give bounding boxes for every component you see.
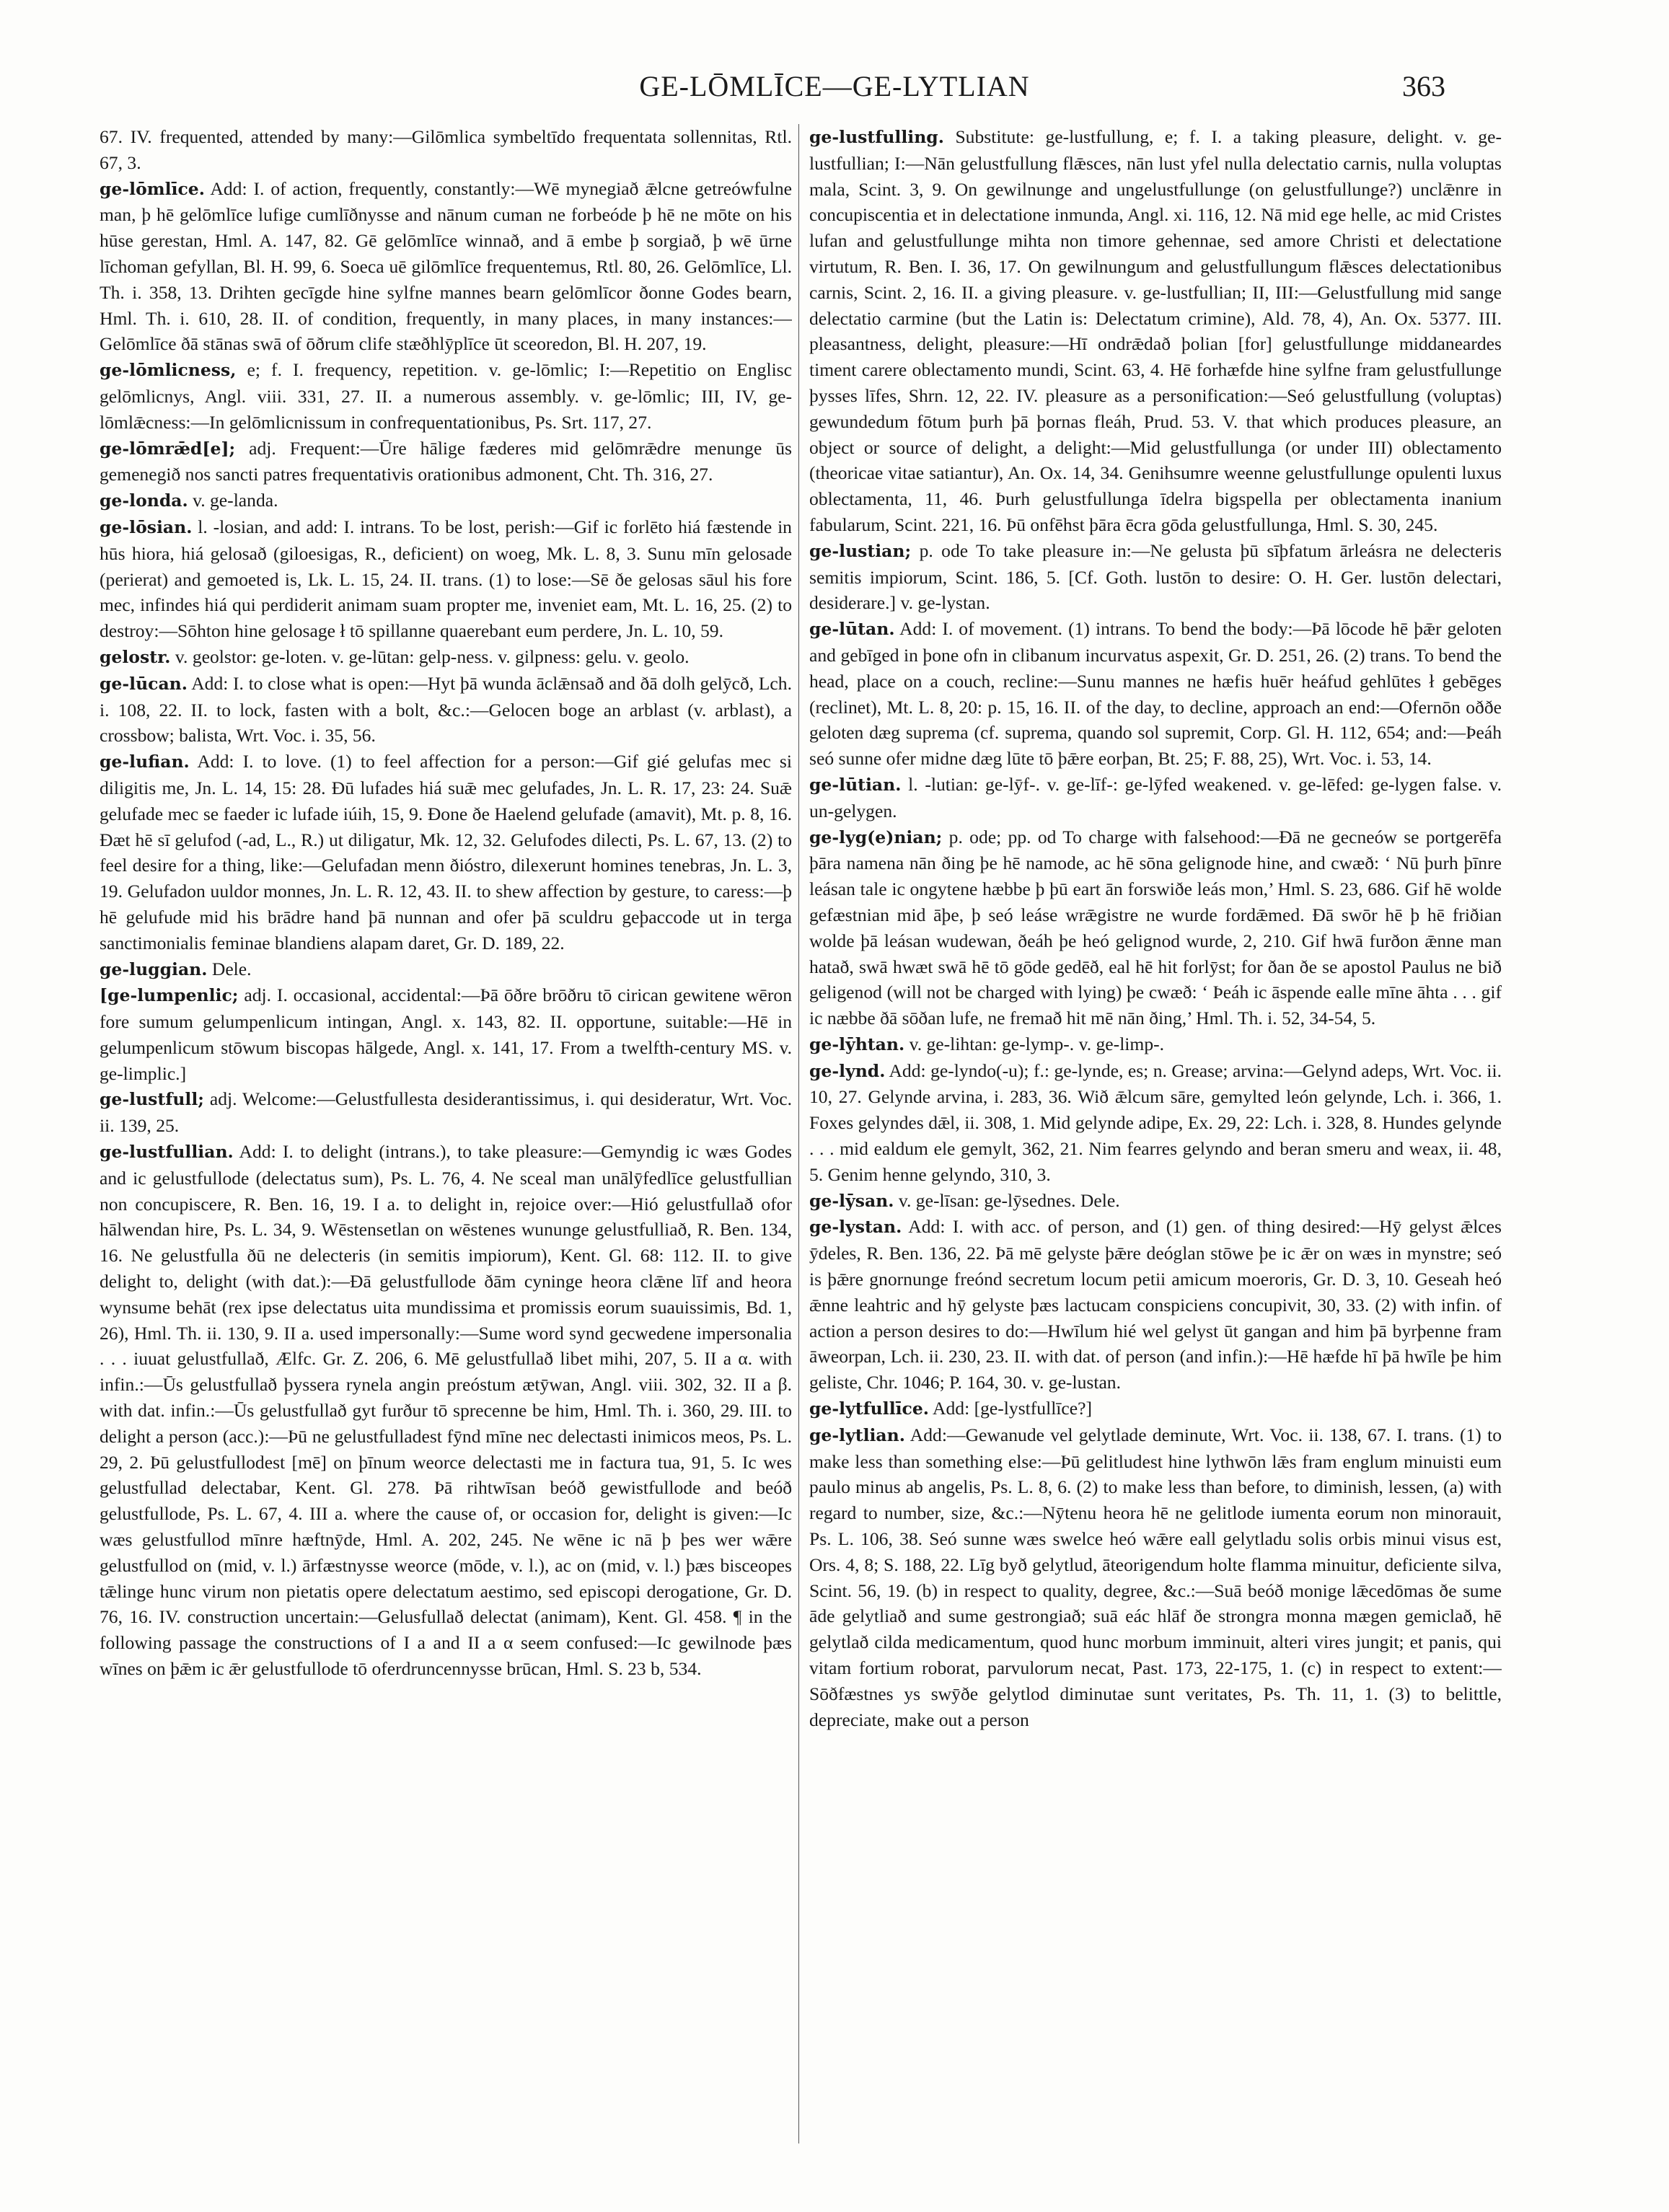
entry-definition: l. -losian, and add: I. intrans. To be lost, perish:—Gif ic forlēto hiá fæstende in hūs hiora, hiá gelosað (giloesigas, R., deficient) on woeg, Mk. L. 8, 3. Sunu mīn gelosade (perierat) and gemoeted is, Lk. L. 15, 24. II. trans. (1) to lose:—Sē ðe gelosas sāul his fore mec, infindes hiá qui perdiderit animam suam propter me, inveniet eam, Mt. L. 16, 25. (2) to destroy:—Sōhton hine gelosage ł tō spillanne quaerebant eum perdere, Jn. L. 10, 59. — [100, 516, 792, 642]
dictionary-entry — [809, 772, 1502, 824]
entry-definition: Add: ge-lyndo(-u); f.: ge-lynde, es; n. Grease; arvina:—Gelynd adeps, Wrt. Voc. ii. 10, 27. Gelynde arvina, i. 283, 36. Wið ǣlcum sāre, gemylted león gelynde, Lch. i. 366, 1. Foxes gelyndes dǣl, ii. 308, 1. Mid gelynde adipe, Ex. 29, 22: Lch. i. 328, 8. Hundes gelynde . . . mid ealdum ele gemylt, 362, 21. Nim fearres gelyndo and beran smeru and weax, ii. 48, 5. Genim henne gelyndo, 310, 3. — [809, 1059, 1502, 1185]
entry-definition: l. -lutian: ge-lȳf-. v. ge-līf-: ge-lȳfed weakened. v. ge-lēfed: ge-lygen false. v. un-gelygen. — [809, 773, 1502, 821]
entry-headword: ge-londa. — [100, 490, 188, 511]
entry-definition: p. ode To take pleasure in:—Ne gelusta þū sīþfatum ārleásra ne delecteris semitis impiorum, Scint. 186, 5. [Cf. Goth. lustōn to desire: O. H. Ger. lustōn delectari, desiderare.] v. ge-lystan. — [809, 539, 1502, 614]
entry-definition: 67. IV. frequented, attended by many:—Gilōmlica symbeltīdo frequentata sollennitas, Rtl. 67, 3. — [100, 126, 792, 173]
entry-definition: p. ode; pp. od To charge with falsehood:—Ðā ne gecneów se portgerēfa þāra namena nān ðing þe hē namode, ac hē sōna gelignode hine, and cwæð: ‘ Nū þurh þīnre leásan tale ic ongytene hæbbe þ þū eart ān forswiðe leás mon,’ Hml. S. 23, 686. Gif hē wolde gefæstnian mid āþe, þ seó leáse wrǣgistre ne wurde fordǣmed. Ðā swōr hē þ hē friðian wolde þā leásan wudewan, ðeáh þe heó gelignod wurde, 2, 210. Gif hwā furðon ǣnne man hatað, swā hwæt swā hē tō gōde gedēð, eal hē hit forlȳst; for ðan ðe se apostol Paulus ne bið geligenod (will not be charged with lying) þe cwæð: ‘ Þeáh ic āspende ealle mīne āhta . . . gif ic næbbe ðā sōðan lufe, ne fremað hit mē nān ðing,’ Hml. Th. i. 52, 34-54, 5. — [809, 826, 1502, 1029]
entry-definition: Add: I. to delight (intrans.), to take pleasure:—Gemyndig ic wæs Godes and ic gelustfullode (delectatus sum), Ps. L. 76, 4. Ne sceal man unālȳfedlīce gelustfullian non concupiscere, R. Ben. 16, 19. I a. to delight in, rejoice over:—Hió gelustfullað ofor hālwendan hire, Ps. L. 34, 9. Wēstensetlan on wēstenes wununge gelustfulliað, R. Ben. 134, 16. Ne gelustfulla ðū ne delecteris (in semitis impiorum), Kent. Gl. 68: 112. II. to give delight to, delight (with dat.):—Ðā gelustfullode ðām cyninge heora clǣne līf and heora wynsume behāt (rex ipse delectatus uita mundissima et promissis eorum suauissimis, Bd. 1, 26), Hml. Th. ii. 130, 9. II a. used impersonally:—Sume word synd gecwedene impersonalia . . . iuuat gelustfullað, Ælfc. Gr. Z. 206, 6. Mē gelustfullað libet mihi, 207, 5. II a α. with infin.:—Ūs gelustfullað þyssera rynela angin preóstum ætȳwan, Angl. viii. 302, 32. II a β. with dat. infin.:—Ūs gelustfullað gyt furður tō sprecenne be him, Hml. Th. i. 360, 29. III. to delight a person (acc.):—Þū ne gelustfulladest fȳnd mīne nec delectasti inimicos meos, Ps. L. 29, 2. Þū gelustfullodest [mē] on þīnum weorce delectasti me in factura tua, 91, 5. Ic wes gelustfullad delectabar, Kent. Gl. 278. Þā rihtwīsan beóð gewistfullode and beóð gelustfullode, Ps. L. 67, 4. III a. where the cause of, or occasion for, delight is given:—Ic wæs gelustfullod mīnre hæftnȳde, Hml. A. 202, 245. Ne wēne ic nā þ þes wer wǣre gelustfullod on (mid, v. l.) ārfæstnysse weorce (mōde, v. l.), ac on (mid, v. l.) þæs bisceopes tǣlinge hunc virum non pietatis opere delectatum aestimo, sed episcopi derogatione, Gr. D. 76, 16. IV. construction uncertain:—Gelusfullað delectat (animam), Kent. Gl. 458. ¶ in the following passage the constructions of I a and II a α seem confused:—Ic gewilnode þæs wīnes on þǣm ic ǣr gelustfullode tō oferdruncennysse brūcan, Hml. S. 23 b, 534. — [100, 1141, 792, 1680]
entry-definition: Add: I. to love. (1) to feel affection for a person:—Gif gié gelufas mec si diligitis me, Jn. L. 14, 15: 28. Ðū lufades hiá suǣ mec gelufades, Jn. L. R. 17, 23: 24. Suǣ gelufade mec se faeder ic lufade iúih, 15, 9. Ðone ðe Haelend gelufade (amavit), Mt. p. 8, 16. Ðæt hē sī gelufod (-ad, L., R.) ut diligatur, Mk. 12, 32. Gelufodes dilecti, Ps. L. 67, 13. (2) to feel desire for a thing, like:—Gelufadan menn ðióstro, dilexerunt homines tenebras, Jn. L. 3, 19. Gelufadon uuldor monnes, Jn. L. R. 12, 43. II. to shew affection by gesture, to caress:—þ hē gelufude mid his brādre hand þā nunnan and ofer þā sculdru geþaccode ut in terga sanctimonialis feminae blandiens alapam daret, Gr. D. 189, 22. — [100, 751, 792, 953]
entry-definition: Substitute: ge-lustfullung, e; f. I. a taking pleasure, delight. v. ge-lustfullian; I:—Nān gelustfullung flǣsces, nān lust yfel nulla delectatio carnis, nulla voluptas mala, Scint. 3, 9. On gewilnunge and ungelustfullunge (on gelustfullunge?) unclǣnre in concupiscentia et in delectatione inmunda, Angl. xi. 116, 12. Nā mid ege helle, ac mid Cristes lufan and gelustfullunge mihta non timore gehennae, sed amore Christi et delectatione virtutum, R. Ben. I. 36, 17. On gewilnungum and gelustfullungum flǣsces delectationibus carnis, Scint. 2, 16. II. a giving pleasure. v. ge-lustfullian; II, III:—Gelustfullung mid sange delectatio carmine (but the Latin is: Delectatum crimine), Ald. 78, 4), An. Ox. 5377. III. pleasantness, delight, pleasure:—Hī ondrǣdað þolian [for] gelustfullunge middaneardes timent carere oblectamento mundi, Scint. 63, 4. Hē forhæfde hine sylfne fram gelustfullunge þysses līfes, Shrn. 12, 22. IV. pleasure as a personification:—Seó gelustfullung (voluptas) gewundedum fōtum þurh þā þornas fleáh, Prud. 53. V. that which produces pleasure, an object or source of delight, a delight:—Mid gelustfullunga (or under III) oblectamento (theoricae vitae satiantur), An. Ox. 14, 34. Genihsumre weenne gelustfullunge opulenti luxus oblectamenta, 11, 46. Þurh gelustfullunga īdelra bigspella per oblectamenta inanium fabularum, Scint. 221, 16. Þū onfēhst þāra ēcra gōda gelustfullunga, Hml. S. 30, 245. — [809, 126, 1502, 535]
entry-definition: adj. I. occasional, accidental:—Þā ōðre brōðru tō cirican gewitene wēron fore sumum gelumpenlicum intingan, Angl. x. 143, 82. II. opportune, suitable:—Hē in gelumpenlicum stōwum biscopas hālgede, Angl. x. 141, 17. From a twelfth-century MS. v. ge-limplic.] — [100, 984, 792, 1084]
entry-headword: gelostr. — [100, 646, 171, 667]
page-number: 363 — [1402, 70, 1445, 102]
entry-definition: Add: I. with acc. of person, and (1) gen. of thing desired:—Hȳ gelyst ǣlces ȳdeles, R. Ben. 136, 22. Þā mē gelyste þǣre deóglan stōwe þe ic ǣr on wæs in mynstre; seó is þǣre gnornunge freónd secretum locum petii amicum moeroris, Gr. D. 3, 10. Geseah heó ǣnne leahtric and hȳ gelyste þæs lactucam conspiciens concupivit, 30, 33. (2) with infin. of action a person desires to do:—Hwīlum hié wel gelyst ūt gangan and him þā byrþenne fram āweorpan, Lch. ii. 230, 23. II. with dat. of person (and infin.):—Hē hæfde hī þā hwīle þe him geliste, Chr. 1046; P. 164, 30. v. ge-lustan. — [809, 1216, 1502, 1393]
dictionary-entry — [809, 1214, 1502, 1396]
dictionary-entry — [100, 436, 792, 488]
dictionary-entry — [809, 1188, 1502, 1215]
left-column — [100, 124, 792, 2165]
entry-definition: e; f. I. frequency, repetition. v. ge-lōmlic; I:—Repetitio on Englisc gelōmlicnys, Angl. viii. 331, 27. II. a numerous assembly. v. ge-lōmlic; III, IV, ge-lōmlǣcness:—In gelōmlicnissum in confrequentationibus, Ps. Srt. 117, 27. — [100, 359, 792, 433]
entry-headword: ge-lystan. — [809, 1217, 902, 1238]
entry-headword: ge-lytlian. — [809, 1424, 905, 1445]
dictionary-entry — [100, 749, 792, 956]
entry-headword: ge-lōsian. — [100, 516, 193, 537]
entry-definition: Add: [ge-lystfullīce?] — [933, 1398, 1093, 1419]
dictionary-entry — [100, 1086, 792, 1139]
right-column — [809, 124, 1502, 2165]
dictionary-entry — [100, 644, 792, 671]
dictionary-entry — [809, 1396, 1502, 1422]
dictionary-entry — [809, 124, 1502, 538]
dictionary-entry — [100, 956, 792, 983]
entry-definition: Add: I. of action, frequently, constantly:—Wē mynegiað ǣlcne getreówfulne man, þ hē gelōmlīce lufige cumlīðnysse and nānum cuman ne forbeóde þ hē ne mōte on his hūse gerestan, Hml. A. 147, 82. Gē gelōmlīce winnað, and ā embe þ sorgiað, þ wē ūrne līchoman gefyllan, Bl. H. 99, 6. Soeca uē gilōmlīce frequentemus, Rtl. 80, 26. Gelōmlīce, Ll. Th. i. 358, 13. Drihten gecīgde hine sylfne mannes bearn gelōmlīcor ðonne Godes bearn, Hml. Th. i. 610, 28. II. of condition, frequently, in many places, in many instances:—Gelōmlīce ðā stānas swā of ōðrum clife stæðhlȳplīce ūt sceoredon, Bl. H. 207, 19. — [100, 177, 792, 355]
entry-headword: ge-luggian. — [100, 959, 208, 979]
entry-headword: ge-lȳsan. — [809, 1190, 894, 1211]
dictionary-entry — [809, 824, 1502, 1031]
entry-headword: ge-lyg(e)nian; — [809, 827, 943, 847]
dictionary-entry — [100, 124, 792, 176]
entry-headword: ge-lȳhtan. — [809, 1034, 905, 1054]
entry-definition: Dele. — [211, 958, 252, 979]
entry-definition: Add: I. of movement. (1) intrans. To bend the body:—Þā lōcode hē þǣr geloten and gebīged in þone ofn in clibanum incurvatus aspexit, Gr. D. 251, 26. (2) trans. To bend the head, place on a couch, recline:—Sunu mannes ne hæfis huēr heáfud gehlūtes ł gebēges (reclinet), Mt. L. 8, 20: p. 15, 16. II. of the day, to decline, approach an end:—Ofernōn oððe geloten dæg suprema (cf. suprema, quando sol supremit, Corp. Gl. H. 112, 654; and:—Þeáh seó sunne ofer midne dæg lūte tō þǣre eorþan, Bt. 25; F. 88, 25), Wrt. Voc. i. 53, 14. — [809, 618, 1502, 770]
column-divider — [798, 124, 799, 2143]
entry-definition: Add: I. to close what is open:—Hyt þā wunda āclǣnsað and ðā dolh gelȳcð, Lch. i. 108, 22. II. to lock, fasten with a bolt, &c.:—Gelocen boge an arblast (v. arblast), a crossbow; balista, Wrt. Voc. i. 35, 56. — [100, 672, 792, 746]
dictionary-entry — [100, 982, 792, 1086]
dictionary-entry — [100, 1139, 792, 1682]
dictionary-entry — [100, 671, 792, 749]
dictionary-entry — [809, 1422, 1502, 1733]
entry-headword: ge-lufian. — [100, 752, 190, 772]
entry-headword: ge-lynd. — [809, 1060, 886, 1081]
entry-headword: ge-lōmlīce. — [100, 178, 205, 199]
entry-headword: ge-lūtan. — [809, 619, 895, 640]
entry-definition: v. ge-līsan: ge-lȳsednes. Dele. — [898, 1189, 1120, 1211]
dictionary-entry — [100, 488, 792, 514]
dictionary-entry — [100, 176, 792, 358]
entry-definition: v. geolstor: ge-loten. v. ge-lūtan: gelp-ness. v. gilpness: gelu. v. geolo. — [175, 645, 690, 667]
entry-headword: ge-lustfullian. — [100, 1142, 234, 1163]
running-head — [0, 66, 1669, 110]
entry-definition: adj. Welcome:—Gelustfullesta desiderantissimus, i. qui desideratur, Wrt. Voc. ii. 139, 25. — [100, 1088, 792, 1137]
dictionary-entry — [100, 357, 792, 435]
entry-definition: v. ge-landa. — [193, 490, 278, 511]
entry-headword: [ge-lumpenlic; — [100, 985, 239, 1006]
entry-headword: ge-lustian; — [809, 540, 912, 561]
dictionary-entry — [100, 514, 792, 644]
dictionary-entry — [809, 616, 1502, 772]
entry-headword: ge-lytfullīce. — [809, 1398, 929, 1419]
entry-headword: ge-lōmrǣd[e]; — [100, 438, 236, 459]
entry-definition: v. ge-lihtan: ge-lymp-. v. ge-limp-. — [909, 1033, 1165, 1054]
entry-headword: ge-lōmlicness, — [100, 360, 237, 381]
dictionary-entry — [809, 1058, 1502, 1188]
entry-headword: ge-lūcan. — [100, 673, 188, 694]
dictionary-entry — [809, 538, 1502, 616]
entry-definition: Add:—Gewanude vel gelytlade deminute, Wrt. Voc. ii. 138, 67. I. trans. (1) to make less than something else:—Þū gelitludest hine lythwōn lǣs fram englum minuisti eum paulo minus ab angelis, Ps. L. 8, 6. (2) to make less than before, to diminish, lessen, (a) with regard to number, size, &c.:—Nȳtenu heora hē ne gelitlode iumenta eorum non minorauit, Ps. L. 106, 38. Seó sunne wæs swelce heó wǣre eall gelytladu solis orbis minui visus est, Ors. 4, 8; S. 188, 22. Līg byð gelytlud, āteorigendum holte flamma minuitur, deficiente silva, Scint. 56, 19. (b) in respect to quality, degree, &c.:—Suā beóð monige lǣcedōmas ðe sume āde gelytliað and sume gestrongiað; suā eác hlāf ðe strongra monna mægen gemiclað, hē gelytlað cilda medicamentum, quod hunc morbum imminuit, alteri vires jungit; et panis, qui vitam fortium roborat, parvulorum necat, Past. 173, 22-175, 1. (c) in respect to extent:—Sōðfæstnes ys swȳðe gelytlod diminutae sunt veritates, Ps. Th. 11, 1. (3) to belittle, depreciate, make out a person — [809, 1424, 1502, 1730]
entry-headword: ge-lustfull; — [100, 1089, 204, 1110]
dictionary-entry — [809, 1031, 1502, 1058]
entry-headword: ge-lūtian. — [809, 774, 902, 795]
entry-definition: adj. Frequent:—Ūre hālige fæderes mid gelōmrǣdre menunge ūs gemenegið nos sancti patres frequentativis orationibus admonent, Cht. Th. 316, 27. — [100, 437, 792, 485]
running-title: GE-LŌMLĪCE—GE-LYTLIAN — [639, 70, 1030, 102]
entry-headword: ge-lustfulling. — [809, 127, 944, 147]
